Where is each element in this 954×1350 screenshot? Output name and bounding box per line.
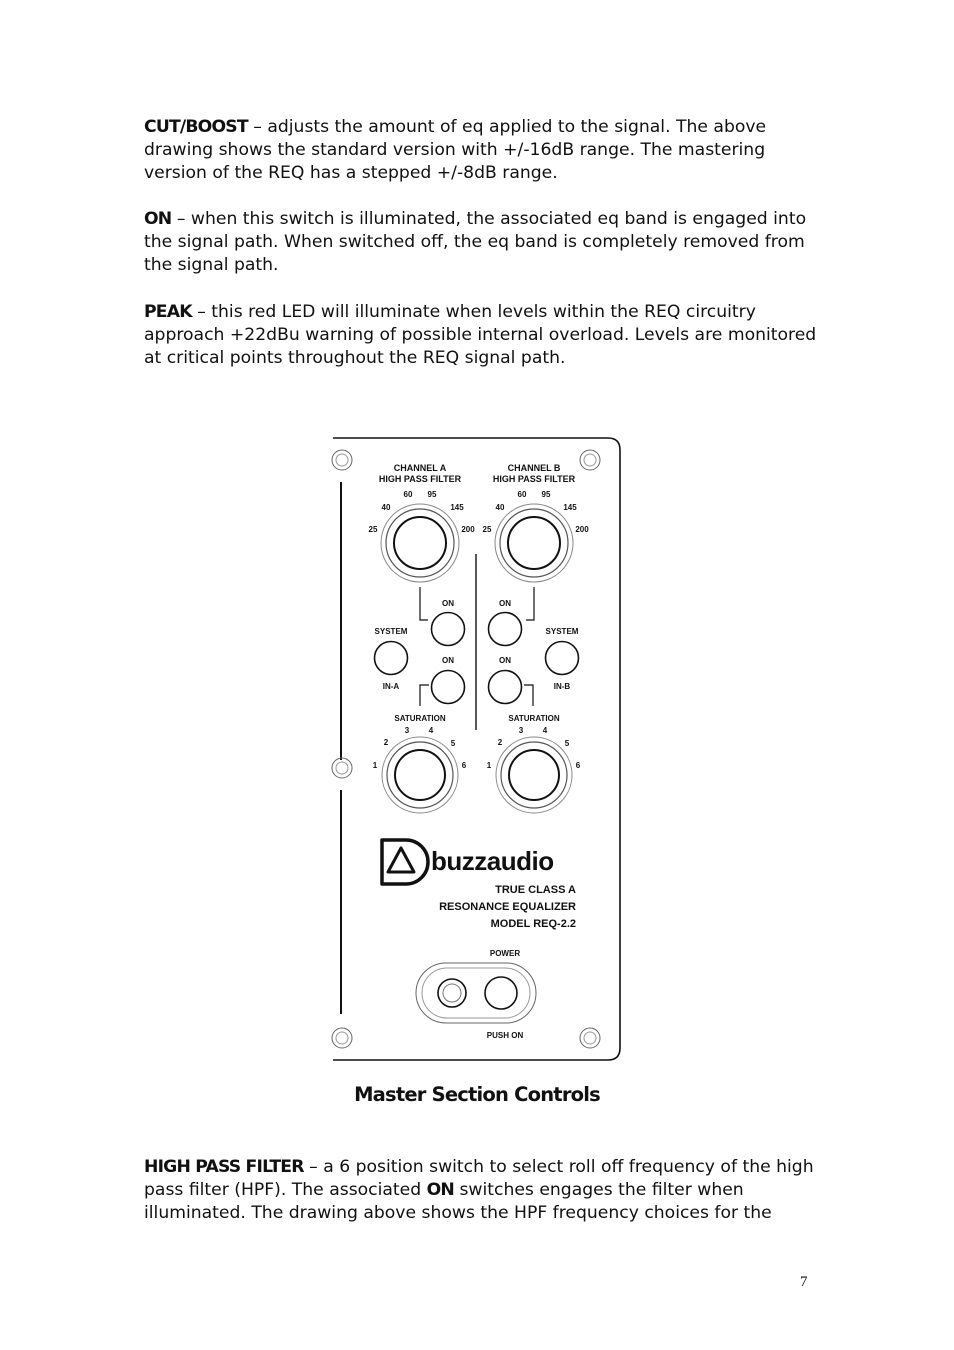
channel-a-title: CHANNEL A (393, 463, 447, 473)
channel-b-subtitle: HIGH PASS FILTER (492, 474, 576, 484)
hpf-paragraph (144, 1156, 824, 1226)
cut-boost-paragraph (144, 116, 824, 186)
saturation-a-on-button[interactable] (432, 671, 465, 704)
sat-a-tick-3: 3 (404, 726, 410, 735)
saturation-a-label: SATURATION (394, 714, 446, 723)
saturation-b-label: SATURATION (508, 714, 560, 723)
sat-a-tick-5: 5 (450, 739, 456, 748)
hpf-text-2: switches engages the filter when illuminated. The drawing above shows the HPF frequency choices for the (144, 1180, 772, 1224)
saturation-b-on-bracket (524, 685, 533, 706)
cut-boost-term: CUT/BOOST (144, 117, 248, 137)
brand-wordmark: buzzaudio (431, 846, 554, 876)
sat-a-tick-1: 1 (372, 761, 378, 770)
hpf-b-on-button[interactable] (489, 613, 522, 646)
system-b-button[interactable] (546, 642, 579, 675)
hpf-a-on-bracket (420, 587, 428, 620)
in-a-label: IN-A (382, 682, 400, 691)
hpf-b-tick-40: 40 (495, 503, 505, 512)
peak-text: – this red LED will illuminate when levels within the REQ circuitry approach +22dBu warning of possible internal overload. Levels are monitored at critical points throughout the REQ signal path. (144, 302, 817, 369)
saturation-a-on-bracket (420, 685, 429, 706)
power-button[interactable] (485, 977, 517, 1009)
sat-b-tick-5: 5 (564, 739, 570, 748)
model-line-3: MODEL REQ-2.2 (490, 918, 576, 930)
model-line-1: TRUE CLASS A (495, 884, 576, 896)
power-label: POWER (489, 949, 521, 958)
sat-b-tick-2: 2 (497, 738, 503, 747)
saturation-knob-a[interactable] (382, 737, 458, 813)
sat-b-tick-3: 3 (518, 726, 524, 735)
model-line-2: RESONANCE EQUALIZER (439, 901, 576, 913)
hpf-b-tick-25: 25 (482, 525, 492, 534)
figure-caption: Master Section Controls (354, 1083, 600, 1106)
hpf-a-tick-25: 25 (368, 525, 378, 534)
sat-a-tick-6: 6 (461, 761, 467, 770)
on-paragraph (144, 208, 824, 278)
in-b-label: IN-B (553, 682, 571, 691)
hpf-a-on-button[interactable] (432, 613, 465, 646)
hpf-a-tick-95: 95 (427, 490, 437, 499)
peak-paragraph (144, 301, 824, 371)
screw-icon (332, 758, 352, 778)
hpf-knob-a[interactable] (381, 504, 459, 582)
buzzaudio-logo-icon (382, 840, 428, 884)
hpf-a-tick-60: 60 (403, 490, 413, 499)
hpf-b-on-bracket (526, 587, 534, 620)
hpf-knob-b[interactable] (495, 504, 573, 582)
hpf-b-on-label: ON (499, 599, 511, 608)
hpf-b-tick-95: 95 (541, 490, 551, 499)
hpf-term: HIGH PASS FILTER (144, 1157, 304, 1177)
cut-boost-text: – adjusts the amount of eq applied to the signal. The above drawing shows the standard version with +/-16dB range. The mastering version of the REQ has a stepped +/-8dB range. (144, 117, 767, 184)
sat-a-tick-2: 2 (383, 738, 389, 747)
saturation-knob-b[interactable] (496, 737, 572, 813)
on-term: ON (144, 209, 172, 229)
sat-b-tick-1: 1 (486, 761, 492, 770)
saturation-a-on-label: ON (442, 656, 454, 665)
channel-a-subtitle: HIGH PASS FILTER (378, 474, 462, 484)
hpf-text-1: – a 6 position switch to select roll off frequency of the high pass filter (HPF). The associated (144, 1157, 814, 1201)
system-a-button[interactable] (375, 642, 408, 675)
hpf-a-tick-40: 40 (381, 503, 391, 512)
screw-icon (332, 1028, 352, 1048)
hpf-a-tick-145: 145 (450, 503, 464, 512)
page-number: 7 (800, 1274, 808, 1290)
push-on-label: PUSH ON (486, 1031, 524, 1040)
hpf-b-tick-145: 145 (563, 503, 577, 512)
hpf-b-tick-200: 200 (575, 525, 589, 534)
screw-icon (580, 1028, 600, 1048)
screw-icon (580, 450, 600, 470)
system-a-label: SYSTEM (374, 627, 408, 636)
sat-b-tick-6: 6 (575, 761, 581, 770)
sat-b-tick-4: 4 (542, 726, 548, 735)
screw-icon (332, 450, 352, 470)
power-led-icon (438, 979, 466, 1007)
saturation-b-on-label: ON (499, 656, 511, 665)
channel-b-title: CHANNEL B (507, 463, 561, 473)
hpf-a-on-label: ON (442, 599, 454, 608)
saturation-b-on-button[interactable] (489, 671, 522, 704)
sat-a-tick-4: 4 (428, 726, 434, 735)
system-b-label: SYSTEM (545, 627, 579, 636)
master-section-panel-drawing (326, 434, 626, 1066)
hpf-on-term: ON (426, 1180, 455, 1201)
hpf-b-tick-60: 60 (517, 490, 527, 499)
peak-term: PEAK (144, 302, 192, 322)
on-text: – when this switch is illuminated, the associated eq band is engaged into the signal path. When switched off, the eq band is completely removed from the signal path. (144, 209, 807, 276)
hpf-a-tick-200: 200 (461, 525, 475, 534)
